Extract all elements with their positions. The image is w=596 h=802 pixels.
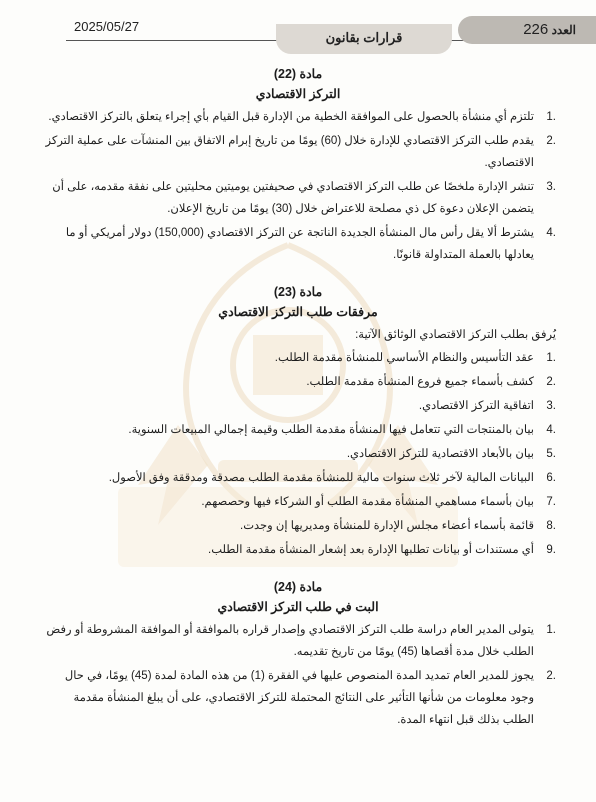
list-item: 3. اتفاقية التركز الاقتصادي.	[418, 400, 556, 412]
issue-tab	[458, 16, 596, 44]
list-item: 1. تلتزم أي منشأة بالحصول على الموافقة الخطية من الإدارة قبل القيام بأي إجراء يتعلق بالتركز الاقتصادي.	[48, 111, 556, 123]
article-22-subtitle: التركز الاقتصادي	[255, 87, 341, 101]
list-item: 2. يجوز للمدير العام تمديد المدة المنصوص عليها في الفقرة (1) من هذه المادة لمدة (45) يومًا، في حال وجود معلومات من شأنها التأثير على النتائج المحتملة للتركز الاقتصادي، على أن يبلغ المنشأة مقدمة الطلب بذلك قبل انتهاء المدة.	[64, 670, 556, 726]
list-item: 2. يقدم طلب التركز الاقتصادي للإدارة خلال (60) يومًا من تاريخ إبرام الاتفاق بين المنشآت على عملية التركز الاقتصادي.	[45, 135, 556, 169]
article-24-subtitle: البت في طلب التركز الاقتصادي	[217, 600, 379, 614]
article-22-title: مادة (22)	[273, 67, 323, 81]
list-item: 1. عقد التأسيس والنظام الأساسي للمنشأة مقدمة الطلب.	[274, 352, 556, 364]
list-item: 2. كشف بأسماء جميع فروع المنشأة مقدمة الطلب.	[306, 376, 556, 388]
section-title: قرارات بقانون	[325, 30, 403, 45]
article-23-title: مادة (23)	[273, 285, 323, 299]
list-item: 6. البيانات المالية لآخر ثلاث سنوات مالية للمنشأة مقدمة الطلب مصدقة ومدققة وفق الأصول.	[108, 472, 556, 484]
article-23-intro: يُرفق بطلب التركز الاقتصادي الوثائق الآتية:	[355, 329, 556, 341]
article-22-list	[40, 106, 556, 266]
list-item: 8. قائمة بأسماء أعضاء مجلس الإدارة للمنشأة ومديريها إن وجدت.	[240, 520, 556, 532]
issue-number: 226	[523, 21, 549, 38]
list-item: 4. بيان بالمنتجات التي تتعامل فيها المنشأة مقدمة الطلب وقيمة إجمالي المبيعات السنوية.	[128, 424, 556, 436]
article-23-list	[40, 347, 556, 561]
article-23-subtitle: مرفقات طلب التركز الاقتصادي	[218, 305, 378, 319]
list-item: 1. يتولى المدير العام دراسة طلب التركز الاقتصادي وإصدار قراره بالموافقة أو الموافقة المشروطة أو رفض الطلب خلال مدة أقصاها (45) يومًا من تاريخ تقديمه.	[46, 624, 556, 658]
article-24-list	[40, 619, 556, 731]
list-item: 5. بيان بالأبعاد الاقتصادية للتركز الاقتصادي.	[346, 448, 556, 460]
list-item: 9. أي مستندات أو بيانات تطلبها الإدارة بعد إشعار المنشأة مقدمة الطلب.	[208, 544, 556, 556]
document-body	[40, 64, 556, 733]
section-title-box	[276, 24, 452, 54]
page-header	[0, 0, 596, 60]
list-item: 3. تنشر الإدارة ملخصًا عن طلب التركز الاقتصادي في صحيفتين يوميتين محليتين على نفقة مقدمه، على أن يتضمن الإعلان دعوة كل ذي مصلحة للاعتراض خلال (30) يومًا من تاريخ الإعلان.	[52, 181, 556, 215]
issue-label-group	[523, 21, 576, 38]
article-24-title: مادة (24)	[273, 580, 323, 594]
list-item: 4. يشترط ألا يقل رأس مال المنشأة الجديدة الناتجة عن التركز الاقتصادي (150,000) دولار أمريكي أو ما يعادلها بالعملة المتداولة قانونًا.	[65, 227, 556, 261]
publication-date: 2025/05/27	[74, 19, 140, 34]
issue-label: العدد	[551, 23, 576, 37]
list-item: 7. بيان بأسماء مساهمي المنشأة مقدمة الطلب أو الشركاء فيها وحصصهم.	[201, 496, 556, 508]
